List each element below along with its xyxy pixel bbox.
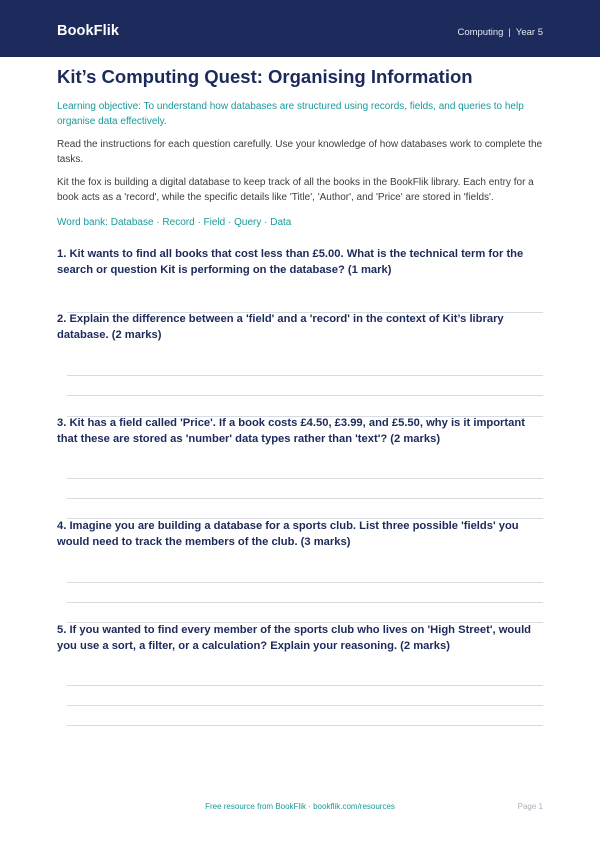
page-title: Kit’s Computing Quest: Organising Information [57,66,473,87]
answer-line[interactable] [67,582,543,583]
question-4: 4. Imagine you are building a database for a sports club. List three possible 'fields' you would need to track the members of the club. (3 marks) [57,520,519,548]
answer-line[interactable] [67,478,543,479]
answer-line[interactable] [67,685,543,686]
word-bank: Word bank: Database · Record · Field · Query · Data [57,217,292,228]
answer-line[interactable] [67,375,543,376]
footer-resource-link[interactable]: Free resource from BookFlik · bookflik.com/resources [205,802,395,811]
answer-lines-4 [67,582,543,623]
header-bar [0,0,600,57]
answer-line[interactable] [67,498,543,499]
answer-line[interactable] [67,705,543,706]
answer-line[interactable] [67,725,543,726]
year-label: Year 5 [515,27,543,38]
worksheet-content [57,66,543,726]
instructions-text: Read the instructions for each question carefully. Use your knowledge of how databases work to complete the tasks. [57,139,543,165]
subject-year [457,27,543,38]
page-number: Page 1 [517,802,543,811]
question-3: 3. Kit has a field called 'Price'. If a book costs £4.50, £3.99, and £5.50, why is it important that these are stored as 'number' data types rather than 'text'? (2 marks) [57,417,525,445]
question-2: 2. Explain the difference between a 'field' and a 'record' in the context of Kit’s library database. (2 marks) [57,313,504,341]
answer-lines-2 [67,375,543,417]
answer-lines-3 [67,478,543,519]
question-5: 5. If you wanted to find every member of the sports club who lives on 'High Street', would you use a sort, a filter, or a calculation? Explain your reasoning. (2 marks) [57,624,532,652]
answer-line[interactable] [67,602,543,603]
intro-text: Kit the fox is building a digital database to keep track of all the books in the BookFlik library. Each entry for a book acts as a 'record', while the specific details like 'Title', 'Author', and 'Price' are stored in 'fields'. [57,177,534,203]
question-1: 1. Kit wants to find all books that cost less than £5.00. What is the technical term for the search or question Kit is performing on the database? (1 mark) [57,248,524,276]
answer-line[interactable] [67,395,543,396]
learning-objective: Learning objective: To understand how databases are structured using records, fields, and queries to help organise data effectively. [57,101,524,127]
answer-lines-5 [67,685,543,726]
brand-logo-text: BookFlik [57,23,120,39]
subject-label: Computing [457,27,504,38]
separator: | [508,27,511,38]
